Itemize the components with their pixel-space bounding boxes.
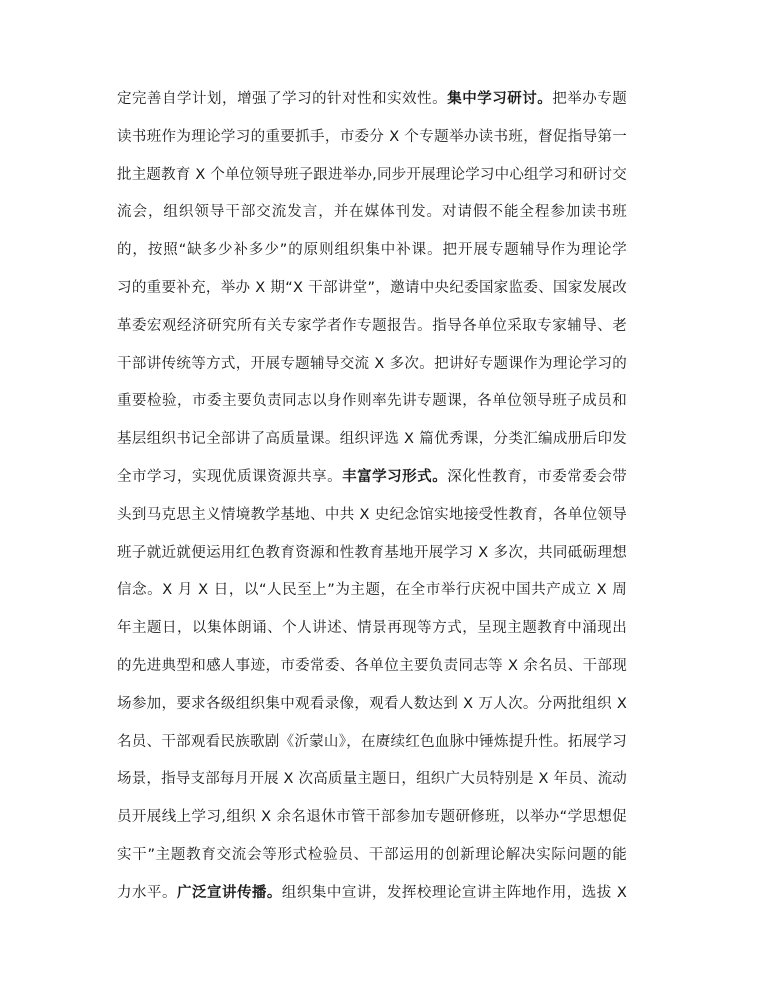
text-segment: 场景，指导支部每月开展 X 次高质量主题日，组织广大员特别是 X 年员、流动 [117, 771, 627, 788]
text-line [117, 391, 627, 411]
text-line [117, 278, 627, 298]
text-segment: 习的重要补充，举办 X 期“X 干部讲堂”，邀请中央纪委国家监委、国家发展改 [117, 280, 628, 296]
text-line [117, 543, 627, 563]
text-segment: 深化性教育，市委常委会带 [447, 469, 628, 485]
text-line [117, 580, 627, 600]
text-line [117, 618, 627, 638]
text-line [117, 845, 628, 865]
text-segment: 信念。X 月 X 日，以“人民至上”为主题，在全市举行庆祝中国共产成立 X 周 [117, 582, 628, 599]
text-segment: 力水平。 [117, 884, 177, 901]
text-segment: 名员、干部观看民族歌剧《沂蒙山》，在赓续红色血脉中锤炼提升性。拓展学习 [117, 733, 628, 750]
text-segment: 全市学习，实现优质课资源共享。 [117, 469, 343, 485]
text-segment: 干部讲传统等方式，开展专题辅导交流 X 多次。把讲好专题课作为理论学习的 [117, 355, 628, 372]
text-line [117, 354, 627, 374]
text-line [117, 694, 627, 714]
section-heading: 广泛宣讲传播。 [176, 884, 282, 901]
text-line [117, 89, 627, 109]
text-segment: 组织集中宣讲，发挥校理论宣讲主阵地作用，选拔 X [281, 884, 628, 901]
text-line [117, 807, 627, 827]
section-heading: 集中学习研讨。 [447, 91, 553, 107]
text-line [117, 240, 628, 260]
text-line [117, 732, 627, 752]
text-segment: 把举办专题 [552, 91, 628, 107]
text-segment: 定完善自学计划，增强了学习的针对性和实效性。 [117, 91, 448, 107]
text-segment: 革委宏观经济研究所有关专家学者作专题报告。指导各单位采取专家辅导、老 [117, 317, 628, 334]
text-segment: 重要检验，市委主要负责同志以身作则率先讲专题课，各单位领导班子成员和 [117, 393, 628, 410]
text-line [117, 656, 627, 676]
text-segment: 批主题教育 X 个单位领导班子跟进举办,同步开展理论学习中心组学习和研讨交 [117, 166, 627, 183]
text-line [117, 769, 627, 789]
text-line [117, 165, 627, 185]
text-line [117, 127, 627, 147]
text-segment: 头到马克思主义情境教学基地、中共 X 史纪念馆实地接受性教育，各单位领导 [117, 506, 628, 523]
text-segment: 基层组织书记全部讲了高质量课。组织评选 X 篇优秀课，分类汇编成册后印发 [117, 431, 628, 448]
text-segment: 年主题日，以集体朗诵、个人讲述、情景再现等方式，呈现主题教育中涌现出 [117, 620, 628, 637]
text-segment: 的，按照“缺多少补多少”的原则组织集中补课。把开展专题辅导作为理论学 [117, 242, 628, 259]
text-line [117, 883, 627, 903]
section-heading: 丰富学习形式。 [342, 469, 448, 485]
text-segment: 的先进典型和感人事迹，市委常委、各单位主要负责同志等 X 余名员、干部现 [117, 658, 628, 674]
text-segment: 实干”主题教育交流会等形式检验员、干部运用的创新理论解决实际问题的能 [117, 847, 628, 863]
text-line [117, 505, 627, 525]
text-line [117, 202, 628, 222]
text-segment: 流会，组织领导干部交流发言，并在媒体刊发。对请假不能全程参加读书班 [117, 204, 628, 221]
text-segment: 员开展线上学习,组织 X 余名退休市管干部参加专题研修班，以举办“学思想促 [117, 809, 628, 826]
text-line [117, 429, 627, 449]
text-line [117, 316, 627, 336]
text-segment: 班子就近就便运用红色教育资源和性教育基地开展学习 X 多次，共同砥砺理想 [117, 544, 628, 561]
text-line [117, 467, 627, 487]
text-segment: 场参加，要求各级组织集中观看录像，观看人数达到 X 万人次。分两批组织 X [117, 695, 628, 712]
text-segment: 读书班作为理论学习的重要抓手，市委分 X 个专题举办读书班，督促指导第一 [117, 128, 628, 145]
